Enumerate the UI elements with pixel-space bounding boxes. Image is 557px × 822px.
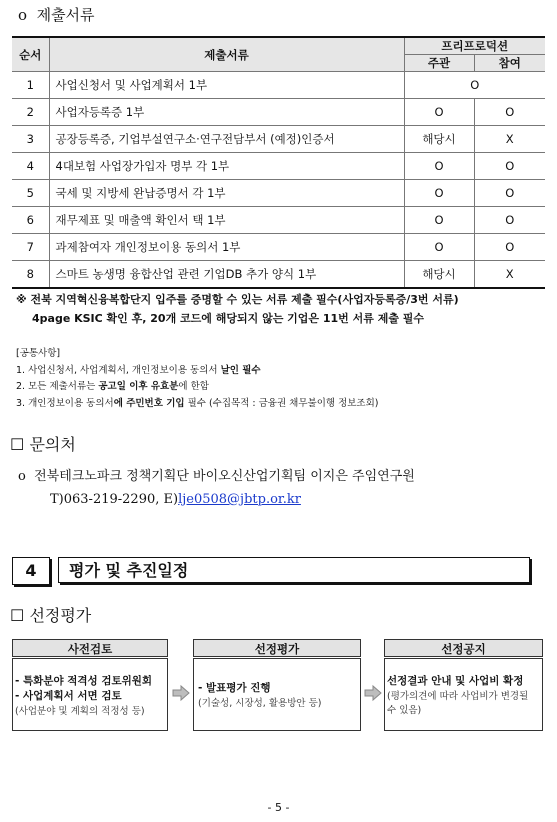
row-no: 3 [12,126,49,153]
row-lead-mark: 해당시 [404,126,474,153]
row-no: 4 [12,153,49,180]
row-doc-name: 국세 및 지방세 완납증명서 각 1부 [49,180,404,207]
bullet: o [18,469,26,484]
row-partner-mark: O [474,153,545,180]
stage-line: - 사업계획서 서면 검토 [15,689,122,702]
table-row [12,99,545,126]
stage-head-evaluation: 선정평가 [193,639,361,657]
section-docs-heading [18,4,95,25]
row-doc-name: 재무제표 및 매출액 확인서 택 1부 [49,207,404,234]
arrow-right-icon [364,684,382,702]
table-row [12,180,545,207]
selection-title: 선정평가 [29,606,92,625]
checkbox-icon: ☐ [10,435,25,454]
row-doc-name: 사업신청서 및 사업계획서 1부 [49,72,404,99]
header-docs: 제출서류 [49,37,404,72]
row-lead-mark: O [404,153,474,180]
common-items [16,346,546,412]
row-doc-name: 4대보험 사업장가입자 명부 각 1부 [49,153,404,180]
row-lead-mark: O [404,99,474,126]
table-row [12,207,545,234]
note-line-2: 4page KSIC 확인 후, 20개 코드에 해당되지 않는 기업은 11번 서류 제출 필수 [32,312,425,325]
common-item-3: 3. 개인정보이용 동의서에 주민번호 기입 필수 (수집목적 : 금융권 채무불이행 정보조회) [16,397,379,409]
inquiry-heading [10,432,76,455]
row-doc-name: 사업자등록증 1부 [49,99,404,126]
row-partner-mark: X [474,126,545,153]
contact-line-1: o 전북테크노파크 정책기획단 바이오신산업기획팀 이지은 주임연구원 [18,469,415,484]
stage-line: (사업분야 및 계획의 적정성 등) [15,705,145,717]
row-doc-name: 과제참여자 개인정보이용 동의서 1부 [49,234,404,261]
bullet: o [18,6,28,24]
stage-body-announcement [384,658,543,731]
submission-note [16,290,546,328]
table-row [12,126,545,153]
inquiry-contact [18,465,553,511]
header-partner: 참여 [474,55,545,72]
email-link[interactable]: lje0508@jbtp.or.kr [178,492,301,507]
row-doc-name: 공장등록증, 기업부설연구소·연구전담부서 (예정)인증서 [49,126,404,153]
table-row [12,234,545,261]
contact-line-2: T)063-219-2290, E)lje0508@jbtp.or.kr [50,492,301,507]
stage-body-pre-review [12,658,168,731]
selection-heading [10,603,91,626]
checkbox-icon: ☐ [10,606,25,625]
section-docs-title: 제출서류 [36,6,95,24]
header-program: 프리프로덕션 [404,37,545,55]
row-no: 5 [12,180,49,207]
documents-table [12,36,545,289]
stage-head-pre-review: 사전검토 [12,639,168,657]
row-merged-mark: O [404,72,545,99]
header-lead: 주관 [404,55,474,72]
stage-line: - 특화분야 적격성 검토위원회 [15,674,153,687]
page-number: - 5 - [267,801,290,814]
row-doc-name: 스마트 농생명 융합산업 관련 기업DB 추가 양식 1부 [49,261,404,289]
common-item-2: 2. 모든 제출서류는 공고일 이후 유효분에 한함 [16,381,209,392]
section-number: 4 [12,557,50,585]
row-partner-mark: O [474,234,545,261]
stage-line: - 발표평가 진행 [198,682,271,694]
header-no: 순서 [12,37,49,72]
common-item-1: 1. 사업신청서, 사업계획서, 개인정보이용 동의서 날인 필수 [16,364,261,376]
row-lead-mark: O [404,180,474,207]
row-partner-mark: O [474,180,545,207]
common-title: [공통사항] [16,348,61,359]
row-no: 1 [12,72,49,99]
section-title: 평가 및 추진일정 [58,557,530,583]
table-row [12,72,545,99]
row-partner-mark: O [474,207,545,234]
row-no: 2 [12,99,49,126]
row-partner-mark: O [474,99,545,126]
stage-body-evaluation [193,658,361,731]
row-no: 6 [12,207,49,234]
stage-line: (평가의견에 따라 사업비가 변경될 수 있음) [387,691,529,716]
arrow-right-icon [172,684,190,702]
row-lead-mark: 해당시 [404,261,474,289]
stage-head-announcement: 선정공지 [384,639,543,657]
row-no: 8 [12,261,49,289]
section-4-banner [12,557,533,585]
stage-line: 선정결과 안내 및 사업비 확정 [387,675,524,687]
stage-line: (기술성, 시장성, 활용방안 등) [198,698,322,709]
row-lead-mark: O [404,207,474,234]
row-partner-mark: X [474,261,545,289]
note-line-1: ※ 전북 지역혁신융복합단지 입주를 증명할 수 있는 서류 제출 필수(사업자등록증/3번 서류) [16,293,459,306]
table-row [12,261,545,289]
row-lead-mark: O [404,234,474,261]
inquiry-title: 문의처 [29,435,76,454]
table-row [12,153,545,180]
row-no: 7 [12,234,49,261]
